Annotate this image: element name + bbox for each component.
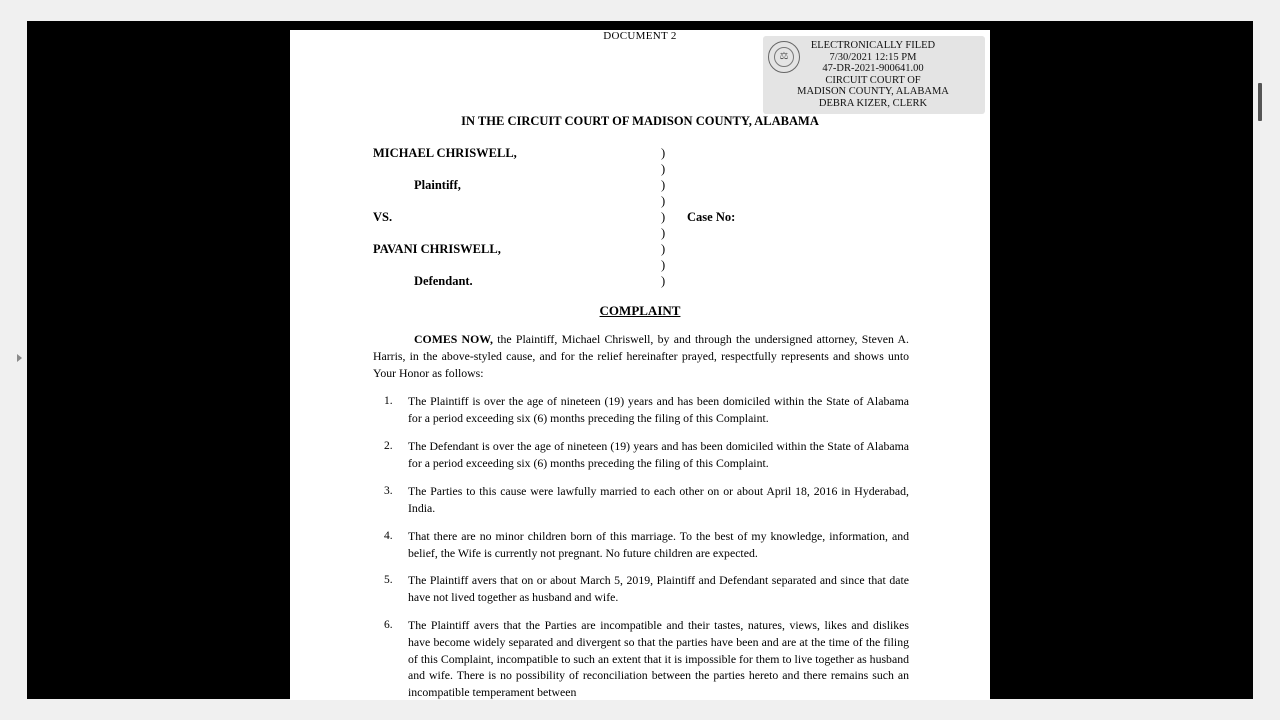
caption-paren: ) [661,178,666,192]
caption-paren: ) [661,194,666,208]
intro-paragraph [373,331,909,381]
intro-lead: COMES NOW, [414,332,493,346]
paragraph-text: That there are no minor children born of this marriage. To the best of my knowledge, information, and belief, the Wife is currently not pregnant. No future children are expected. [408,529,909,560]
paragraph-text: The Plaintiff avers that on or about March 5, 2019, Plaintiff and Defendant separated and since that date have not lived together as husband and wife. [408,573,909,604]
paragraph-number: 1. [384,395,393,407]
stamp-line: DEBRA KIZER, CLERK [818,97,928,109]
paragraph-text: The Parties to this cause were lawfully married to each other on or about April 18, 2016 in Hyderabad, India. [408,484,909,515]
plaintiff-role: Plaintiff, [414,178,461,192]
defendant-name: PAVANI CHRISWELL, [373,242,501,256]
stamp-line: 7/30/2021 12:15 PM [829,51,917,63]
caption-paren: ) [661,162,666,176]
paragraph-number: 4. [384,530,393,542]
numbered-paragraph [384,438,909,472]
caption-paren: ) [661,274,666,288]
case-number-label: Case No: [687,210,736,224]
defendant-role: Defendant. [414,274,473,288]
numbered-paragraph [384,483,909,517]
numbered-paragraph [384,528,909,562]
complaint-title: COMPLAINT [599,303,681,318]
document-page [290,24,990,700]
stamp-line: ELECTRONICALLY FILED [810,40,936,51]
stamp-line: CIRCUIT COURT OF [825,74,921,86]
paragraph-text: The Plaintiff avers that the Parties are incompatible and their tastes, natures, views, likes and dislikes have become widely separated and divergent so that the parties have been and are at the time of the filing of this Complaint, incompatible to such an extent that it is impossible for them to live together as husband and wife. There is no possibility of reconciliation between the parties hereto and there remains such an incompatible temperament between [408,618,909,700]
versus-label: VS. [373,210,393,224]
court-seal-icon: ⚖ [768,41,800,73]
caption-paren: ) [661,242,666,256]
numbered-paragraph [384,393,909,427]
court-title: IN THE CIRCUIT COURT OF MADISON COUNTY, ALABAMA [461,114,819,128]
left-gutter [0,0,27,720]
caption-paren: ) [661,146,666,160]
intro-text: the Plaintiff, Michael Chriswell, by and through the undersigned attorney, Steven A. Harris, in the above-styled cause, and for the relief hereinafter prayed, respectfully represents and shows unto Your Honor as follows: [373,332,909,380]
caret-right-icon[interactable] [17,354,22,362]
stamp-line: 47-DR-2021-900641.00 [822,63,924,75]
scrollbar-thumb[interactable] [1258,83,1262,121]
filing-stamp [763,36,985,114]
paragraph-number: 5. [384,574,393,586]
caption-paren: ) [661,226,666,240]
paragraph-number: 2. [384,440,393,452]
paragraph-text: The Plaintiff is over the age of nineteen (19) years and has been domiciled within the State of Alabama for a period exceeding six (6) months preceding the filing of this Complaint. [408,394,909,425]
caption-paren: ) [661,210,666,224]
stamp-text [793,40,953,110]
plaintiff-name: MICHAEL CHRISWELL, [373,146,517,160]
stamp-line: MADISON COUNTY, ALABAMA [797,86,949,98]
paragraph-text: The Defendant is over the age of nineteen (19) years and has been domiciled within the State of Alabama for a period exceeding six (6) months preceding the filing of this Complaint. [408,439,909,470]
numbered-paragraph [384,572,909,606]
caption-paren: ) [661,258,666,272]
numbered-paragraph [384,617,909,700]
paragraph-number: 6. [384,619,393,631]
document-label: DOCUMENT 2 [603,30,677,42]
paragraph-number: 3. [384,485,393,497]
